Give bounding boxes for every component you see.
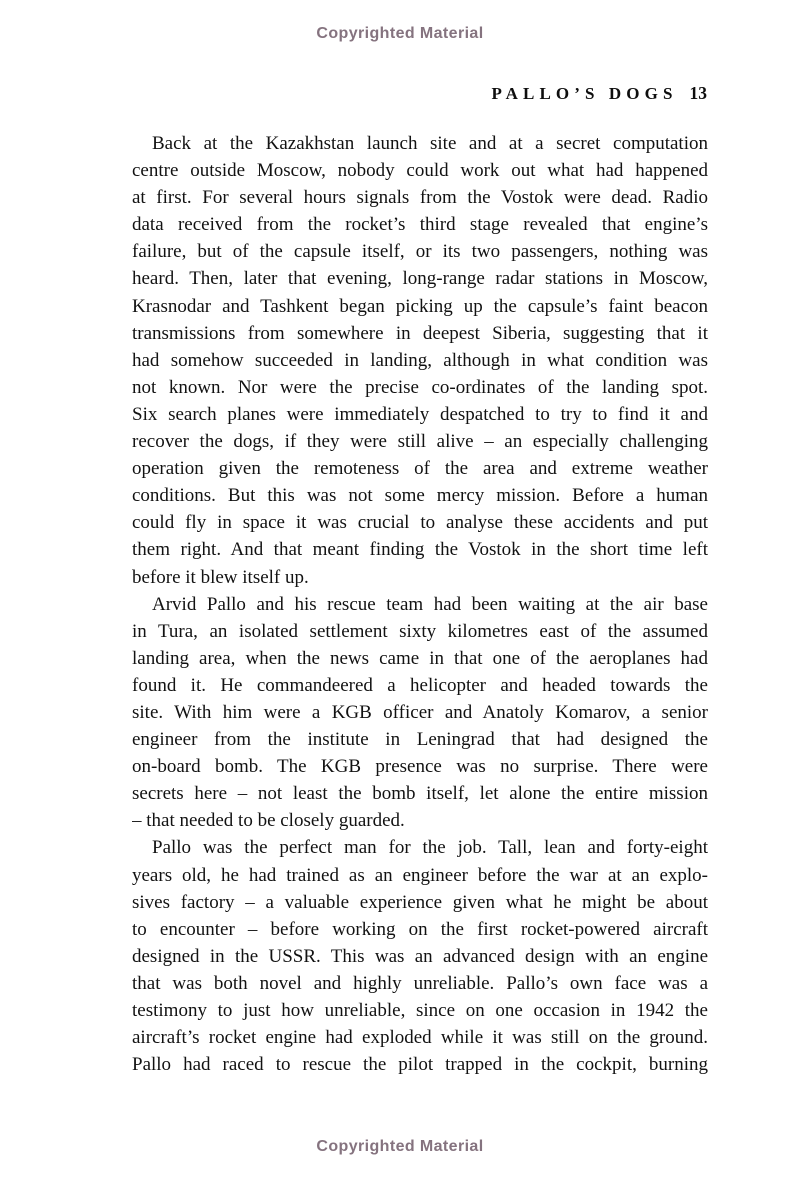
- text-line: Six search planes were immediately despatched to try to find it and: [132, 403, 708, 425]
- text-line: landing area, when the news came in that one of the aeroplanes had: [132, 647, 708, 669]
- text-line: failure, but of the capsule itself, or its two passengers, nothing was: [132, 241, 708, 263]
- text-line: could fly in space it was crucial to analyse these accidents and put: [132, 512, 708, 534]
- text-line: before it blew itself up.: [132, 566, 309, 588]
- text-line: to encounter – before working on the first rocket-powered aircraft: [132, 918, 708, 940]
- text-line: – that needed to be closely guarded.: [132, 810, 405, 832]
- page-number: 13: [689, 83, 707, 103]
- copyright-banner-top: Copyrighted Material: [316, 25, 484, 42]
- text-line: that was both novel and highly unreliable. Pallo’s own face was a: [132, 972, 708, 994]
- text-line: testimony to just how unreliable, since on one occasion in 1942 the: [132, 1000, 708, 1021]
- text-line: had somehow succeeded in landing, although in what condition was: [132, 349, 708, 371]
- running-header-title: PALLO’S DOGS: [491, 84, 678, 103]
- text-line: designed in the USSR. This was an advanced design with an engine: [132, 945, 708, 967]
- text-line: at first. For several hours signals from the Vostok were dead. Radio: [132, 187, 708, 209]
- text-line: sives factory – a valuable experience given what he might be about: [132, 891, 708, 913]
- text-line: centre outside Moscow, nobody could work out what had happened: [132, 160, 708, 182]
- text-line: engineer from the institute in Leningrad that had designed the: [132, 729, 708, 751]
- text-line: secrets here – not least the bomb itself, let alone the entire mission: [132, 783, 708, 805]
- text-line: recover the dogs, if they were still alive – an especially challenging: [132, 431, 708, 453]
- text-line: Krasnodar and Tashkent began picking up the capsule’s faint beacon: [132, 295, 708, 317]
- copyright-banner-bottom: Copyrighted Material: [316, 1138, 484, 1155]
- text-line: not known. Nor were the precise co-ordinates of the landing spot.: [132, 376, 708, 398]
- text-line: heard. Then, later that evening, long-range radar stations in Moscow,: [132, 268, 708, 290]
- text-line: transmissions from somewhere in deepest Siberia, suggesting that it: [132, 322, 708, 344]
- text-line: Arvid Pallo and his rescue team had been waiting at the air base: [152, 593, 708, 615]
- text-line: found it. He commandeered a helicopter and headed towards the: [132, 674, 708, 696]
- text-line: Pallo was the perfect man for the job. Tall, lean and forty-eight: [152, 837, 708, 859]
- text-line: data received from the rocket’s third stage revealed that engine’s: [132, 214, 708, 236]
- text-line: them right. And that meant finding the Vostok in the short time left: [132, 539, 708, 561]
- text-line: Back at the Kazakhstan launch site and at a secret computation: [152, 133, 708, 154]
- text-line: conditions. But this was not some mercy mission. Before a human: [132, 485, 708, 507]
- text-line: in Tura, an isolated settlement sixty kilometres east of the assumed: [132, 620, 708, 642]
- text-line: on-board bomb. The KGB presence was no surprise. There were: [132, 756, 708, 778]
- text-line: aircraft’s rocket engine had exploded while it was still on the ground.: [132, 1027, 708, 1049]
- running-header: [491, 83, 707, 104]
- text-line: operation given the remoteness of the area and extreme weather: [132, 458, 708, 480]
- text-line: site. With him were a KGB officer and Anatoly Komarov, a senior: [132, 701, 708, 723]
- text-line: Pallo had raced to rescue the pilot trapped in the cockpit, burning: [132, 1054, 708, 1076]
- text-line: years old, he had trained as an engineer before the war at an explo-: [132, 864, 708, 886]
- text-block: [132, 130, 708, 1078]
